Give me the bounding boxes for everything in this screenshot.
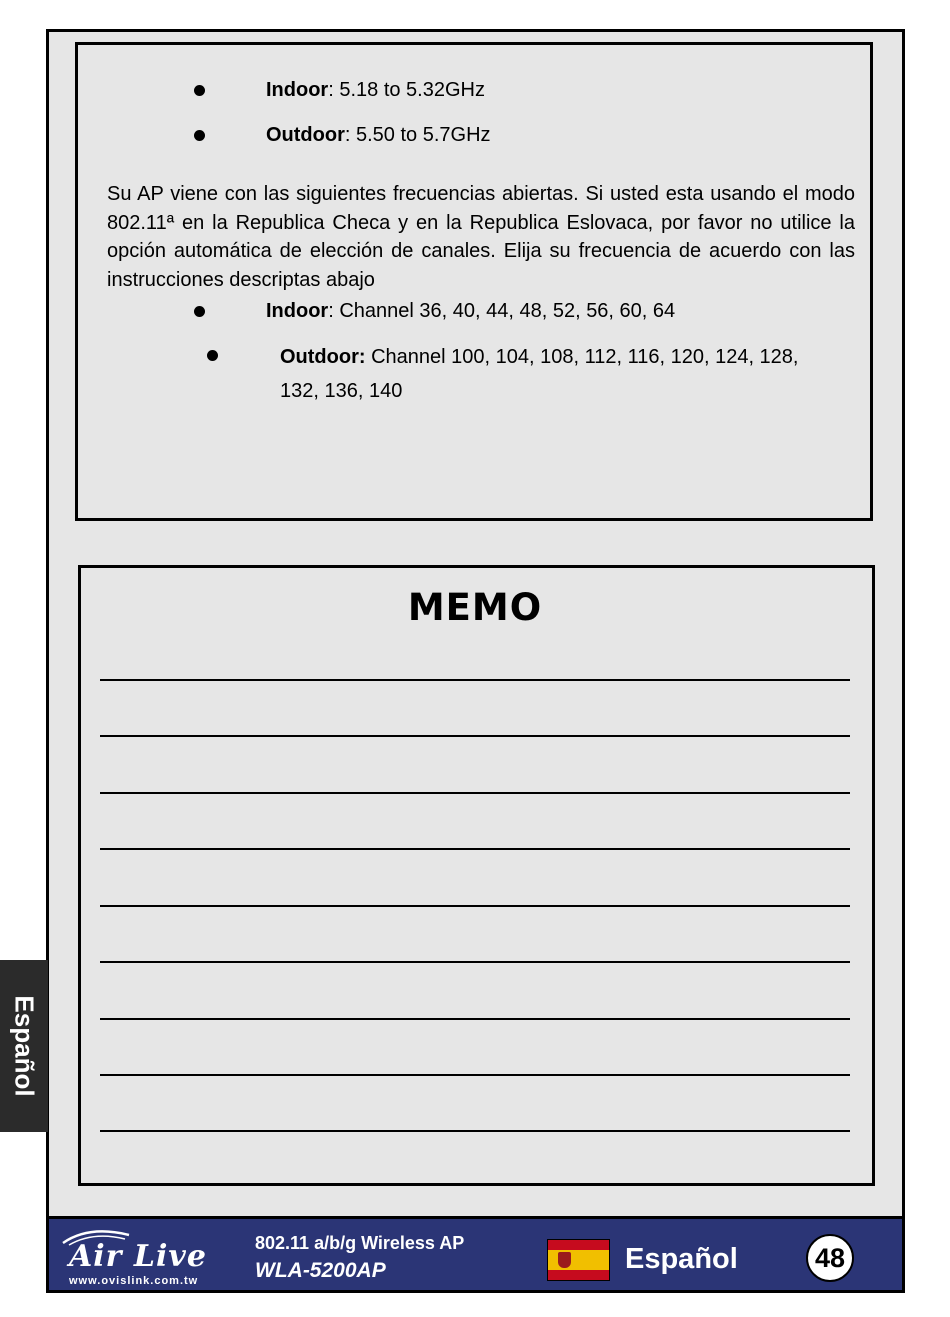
memo-line [100,792,850,794]
frequency-paragraph: Su AP viene con las siguientes frecuencias abiertas. Si usted esta usando el modo 802.11ª en la Republica Checa y en la Republica Eslovaca, por favor no utilice la opción automática de elección de canales. Elija su frecuencia de acuerdo con las instrucciones descriptas abajo [107,183,855,291]
outdoor-channels-label: Outdoor: [280,346,366,368]
airlive-logo [59,1227,219,1287]
indoor-channels-value: : Channel 36, 40, 44, 48, 52, 56, 60, 64 [328,300,676,322]
memo-title: MEMO [407,586,543,629]
logo-url: www.ovislink.com.tw [69,1275,199,1287]
bullet-icon [194,306,205,317]
bullet-icon [194,130,205,141]
outdoor-channels-value: Channel 100, 104, 108, 112, 116, 120, 124, 128, [365,346,799,368]
memo-line [100,1074,850,1076]
memo-line [100,848,850,850]
memo-line [100,905,850,907]
footer-language-label: Español [625,1243,738,1275]
indoor-band-value: : 5.18 to 5.32GHz [328,79,485,101]
memo-line [100,735,850,737]
footer-bar [46,1216,905,1293]
product-name: 802.11 a/b/g Wireless AP [255,1233,465,1253]
memo-box [78,565,875,1186]
outdoor-band-label: Outdoor [266,124,345,146]
outdoor-channels-continuation: 132, 136, 140 [280,380,403,402]
page-number: 48 [806,1234,854,1282]
memo-line [100,1130,850,1132]
model-name: WLA-5200AP [255,1259,386,1282]
outdoor-band-value: : 5.50 to 5.7GHz [344,124,491,146]
bullet-icon [207,350,218,361]
outdoor-channels-item [280,345,798,369]
indoor-channels-item [266,299,675,323]
indoor-channels-label: Indoor [266,300,329,322]
logo-text: Air Live [69,1239,207,1274]
outdoor-band-item [266,123,491,147]
memo-line [100,961,850,963]
side-tab-label: Español [9,995,40,1097]
language-side-tab [0,960,48,1132]
bullet-icon [194,85,205,96]
memo-line [100,1018,850,1020]
indoor-band-item [266,78,485,102]
memo-line [100,679,850,681]
indoor-band-label: Indoor [266,79,329,101]
spain-flag-icon [547,1239,610,1281]
